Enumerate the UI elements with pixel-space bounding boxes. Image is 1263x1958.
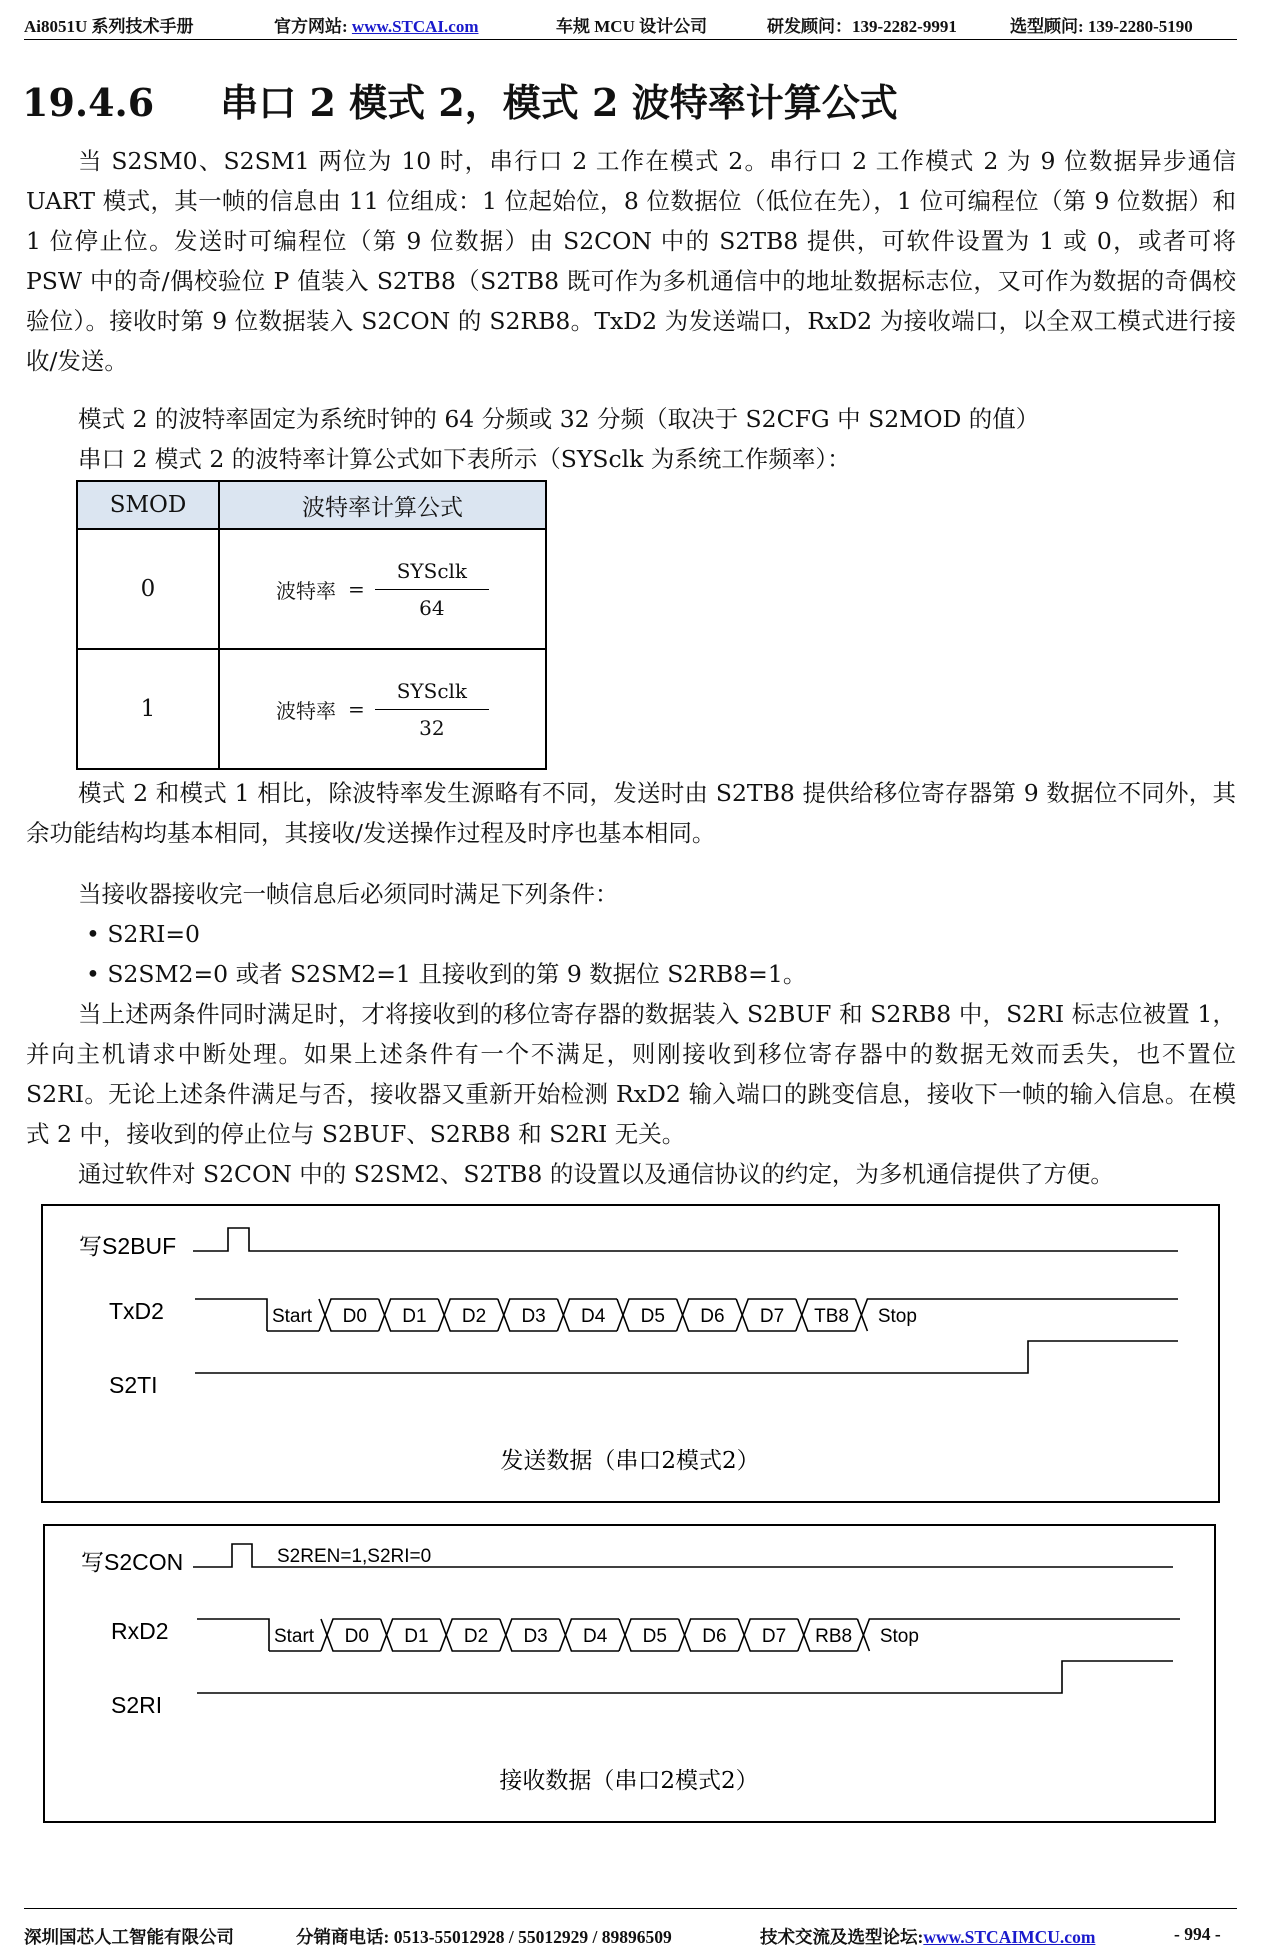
tx-timing-diagram (41, 1204, 1220, 1503)
formula (276, 679, 489, 740)
flag-waveform (197, 1661, 1173, 1693)
signal-label-data: RxD2 (111, 1618, 169, 1644)
bit-label: D5 (640, 1306, 665, 1327)
write-pulse-waveform (193, 1228, 1178, 1251)
page-number: - 994 - (1174, 1924, 1221, 1944)
bit-label: Stop (877, 1306, 917, 1327)
tx-timing-svg (43, 1206, 1218, 1501)
signal-label-write: 写S2CON (81, 1549, 184, 1575)
fraction-numerator: SYSclk (375, 559, 489, 590)
bit-label: D2 (463, 1626, 489, 1647)
bit-label: Start (271, 1306, 313, 1327)
selection-advisor: 选型顾问: 139-2280-5190 (1010, 17, 1193, 36)
fraction-denominator: 64 (419, 595, 445, 620)
table-header-formula: 波特率计算公式 (219, 481, 546, 529)
condition-bullet-1: • S2RI=0 (86, 920, 201, 948)
fraction-denominator: 32 (419, 715, 445, 740)
forum-label: 技术交流及选型论坛: (760, 1927, 924, 1947)
bit-label: D5 (642, 1626, 667, 1647)
bit-label: D3 (523, 1626, 548, 1647)
footer-forum (760, 1924, 1095, 1949)
site-link[interactable]: www.STCAI.com (351, 17, 479, 36)
paragraph-intro: 当 S2SM0、S2SM1 两位为 10 时，串行口 2 工作在模式 2。串行口 2 工作模式 2 为 9 位数据异步通信 UART 模式，其一帧的信息由 11 位组成：1 位起始位，8 位数据位（低位在先），1 位可编程位（第 9 位数据）和 1 位停止位。发送时可编程位（第 9 位数据）由 S2CON 中的 S2TB8 提供，可软件设置为 1 或 0，或者可将 PSW 中的奇/偶校验位 P 值装入 S2TB8（S2TB8 既可作为多机通信中的地址数据标志位，又可作为数据的奇偶校验位）。接收时第 9 位数据装入 S2CON 的 S2RB8。TxD2 为发送端口，RxD2 为接收端口，以全双工模式进行接收/发送。 (26, 147, 1236, 375)
smod-value: 0 (77, 529, 219, 649)
data-bit-sequence (267, 1299, 1178, 1331)
formula-label: 波特率 (275, 578, 336, 603)
bit-label: D4 (583, 1626, 608, 1647)
paragraph-multi-machine: 通过软件对 S2CON 中的 S2SM2、S2TB8 的设置以及通信协议的约定，为多机通信提供了方便。 (78, 1160, 1114, 1188)
footer-company: 深圳国芯人工智能有限公司 (24, 1927, 234, 1947)
formula-cell (219, 649, 546, 769)
bit-label: Stop (879, 1626, 919, 1647)
signal-label-flag: S2TI (109, 1372, 158, 1398)
rx-timing-svg (45, 1526, 1214, 1821)
data-idle-waveform (195, 1299, 267, 1331)
forum-link[interactable]: www.STCAIMCU.com (923, 1927, 1096, 1947)
bit-label: D7 (759, 1306, 785, 1327)
table-row (77, 529, 546, 649)
data-bit-sequence (269, 1619, 1180, 1651)
section-number: 19.4.6 (22, 80, 155, 125)
formula-equals: = (347, 697, 365, 721)
bit-label: D1 (402, 1306, 427, 1327)
official-site (274, 12, 478, 37)
rd-advisor: 研发顾问：139-2282-9991 (767, 17, 957, 36)
bit-label: D6 (700, 1306, 725, 1327)
footer-phone: 分销商电话: 0513-55012928 / 55012929 / 89896509 (296, 1927, 672, 1947)
baud-rate-table (76, 480, 547, 770)
bit-label: D0 (344, 1626, 369, 1647)
bit-label: D6 (702, 1626, 727, 1647)
table-header-row (77, 481, 546, 529)
formula-equals: = (347, 577, 365, 601)
page-header (24, 11, 1237, 40)
bit-label: D4 (581, 1306, 606, 1327)
fraction (375, 679, 489, 740)
formula-cell (219, 529, 546, 649)
condition-bullet-2: • S2SM2=0 或者 S2SM2=1 且接收到的第 9 数据位 S2RB8=1。 (86, 960, 807, 988)
smod-value: 1 (77, 649, 219, 769)
formula-label: 波特率 (275, 698, 336, 723)
rx-timing-diagram (43, 1524, 1216, 1823)
signal-label-flag: S2RI (111, 1692, 163, 1718)
fraction-numerator: SYSclk (375, 679, 489, 710)
paragraph-baud-fixed: 模式 2 的波特率固定为系统时钟的 64 分频或 32 分频（取决于 S2CFG 中 S2MOD 的值） (78, 405, 1040, 433)
bit-label: D2 (461, 1306, 487, 1327)
fraction (375, 559, 489, 620)
formula (276, 559, 489, 620)
bit-label: RB8 (815, 1626, 853, 1647)
bit-label: D3 (521, 1306, 546, 1327)
company-slogan: 车规 MCU 设计公司 (556, 17, 708, 36)
bit-label: D0 (342, 1306, 367, 1327)
rx-diagram-caption: 接收数据（串口2模式2） (499, 1768, 759, 1794)
bit-label: TB8 (814, 1306, 850, 1327)
site-label: 官方网站: (274, 17, 352, 36)
flag-waveform (195, 1341, 1178, 1373)
section-title (22, 72, 898, 127)
bit-label: D7 (761, 1626, 787, 1647)
signal-label-write: 写S2BUF (79, 1233, 177, 1259)
page-footer (24, 1908, 1237, 1955)
paragraph-baud-table-intro: 串口 2 模式 2 的波特率计算公式如下表所示（SYSclk 为系统工作频率）： (78, 445, 851, 473)
paragraph-conditions: 当接收器接收完一帧信息后必须同时满足下列条件： (78, 880, 619, 908)
tx-diagram-caption: 发送数据（串口2模式2） (500, 1448, 760, 1474)
manual-name: Ai8051U 系列技术手册 (24, 17, 194, 36)
paragraph-receive-logic: 当上述两条件同时满足时，才将接收到的移位寄存器的数据装入 S2BUF 和 S2RB8 中，S2RI 标志位被置 1，并向主机请求中断处理。如果上述条件有一个不满足，则刚接收到移位寄存器中的数据无效而丢失，也不置位 S2RI。无论上述条件满足与否，接收器又重新开始检测 RxD2 输入端口的跳变信息，接收下一帧的输入信息。在模式 2 中，接收到的停止位与 S2BUF、S2RB8 和 S2RI 无关。 (26, 1000, 1236, 1148)
bit-label: Start (273, 1626, 315, 1647)
paragraph-mode-compare: 模式 2 和模式 1 相比，除波特率发生源略有不同，发送时由 S2TB8 提供给移位寄存器第 9 数据位不同外，其余功能结构均基本相同，其接收/发送操作过程及时序也基本相同。 (26, 779, 1236, 847)
write-note: S2REN=1,S2RI=0 (277, 1546, 432, 1567)
section-heading: 串口 2 模式 2，模式 2 波特率计算公式 (220, 80, 898, 125)
table-row (77, 649, 546, 769)
table-header-smod: SMOD (77, 481, 219, 529)
bit-label: D1 (404, 1626, 429, 1647)
data-idle-waveform (197, 1619, 269, 1651)
signal-label-data: TxD2 (109, 1298, 164, 1324)
